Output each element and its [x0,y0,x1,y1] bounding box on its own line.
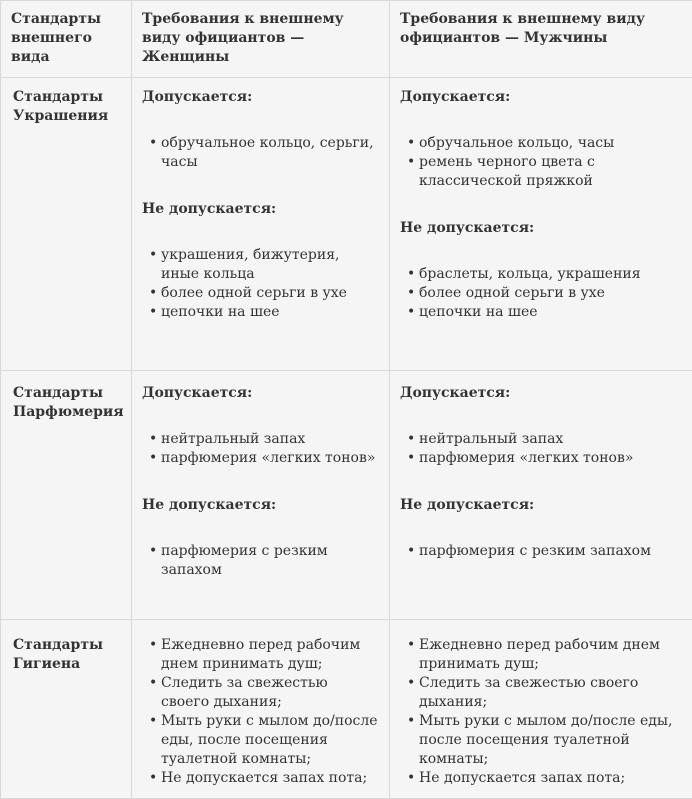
allowed-list [142,134,380,172]
list-item: • более одной серьги в ухе [400,284,683,303]
forbidden-list [142,542,380,580]
list-item: • Следить за свежестью своего дыхания; [142,674,380,712]
forbidden-list [400,265,683,322]
row-hygiene [1,620,692,799]
cell-perfume-men [390,371,692,620]
row-title-jewelry: Стандарты Украшения [1,78,132,371]
allowed-label: Допускается: [400,384,683,403]
cell-perfume-women [132,371,390,620]
allowed-list [142,430,380,468]
allowed-label: Допускается: [400,88,683,107]
list-item: • обручальное кольцо, серьги, часы [142,134,380,172]
hygiene-list [142,636,380,788]
cell-jewelry-women [132,78,390,371]
header-standards: Стандарты внешнего вида [1,1,132,78]
list-item: • парфюмерия с резким запахом [400,542,683,561]
row-title-perfume: Стандарты Парфюмерия [1,371,132,620]
list-item: • Мыть руки с мылом до/после еды, после посещения туалетной комнаты; [142,712,380,769]
row-title-hygiene: Стандарты Гигиена [1,620,132,799]
header-men: Требования к внешнему виду официантов — Мужчины [390,1,692,78]
cell-hygiene-men [390,620,692,799]
forbidden-label: Не допускается: [400,219,683,238]
forbidden-list [142,246,380,322]
list-item: • парфюмерия с резким запахом [142,542,380,580]
allowed-list [400,430,683,468]
forbidden-label: Не допускается: [400,496,683,515]
list-item: • Мыть руки с мылом до/после еды, после посещения туалетной комнаты; [400,712,683,769]
list-item: • ремень черного цвета с классической пряжкой [400,153,683,191]
list-item: • нейтральный запах [142,430,380,449]
header-women: Требования к внешнему виду официантов — Женщины [132,1,390,78]
cell-jewelry-men [390,78,692,371]
row-perfume [1,371,692,620]
allowed-list [400,134,683,191]
list-item: • цепочки на шее [400,303,683,322]
list-item: • более одной серьги в ухе [142,284,380,303]
list-item: • нейтральный запах [400,430,683,449]
header-row [1,1,692,78]
allowed-label: Допускается: [142,88,380,107]
forbidden-label: Не допускается: [142,200,380,219]
list-item: • Ежедневно перед рабочим днем принимать душ; [142,636,380,674]
list-item: • Не допускается запах пота; [400,769,683,788]
row-jewelry [1,78,692,371]
forbidden-label: Не допускается: [142,496,380,515]
allowed-label: Допускается: [142,384,380,403]
list-item: • украшения, бижутерия, иные кольца [142,246,380,284]
list-item: • цепочки на шее [142,303,380,322]
list-item: • Следить за свежестью своего дыхания; [400,674,683,712]
list-item: • обручальное кольцо, часы [400,134,683,153]
hygiene-list [400,636,683,788]
cell-hygiene-women [132,620,390,799]
forbidden-list [400,542,683,561]
list-item: • парфюмерия «легких тонов» [400,449,683,468]
list-item: • парфюмерия «легких тонов» [142,449,380,468]
list-item: • браслеты, кольца, украшения [400,265,683,284]
list-item: • Не допускается запах пота; [142,769,380,788]
list-item: • Ежедневно перед рабочим днем принимать душ; [400,636,683,674]
